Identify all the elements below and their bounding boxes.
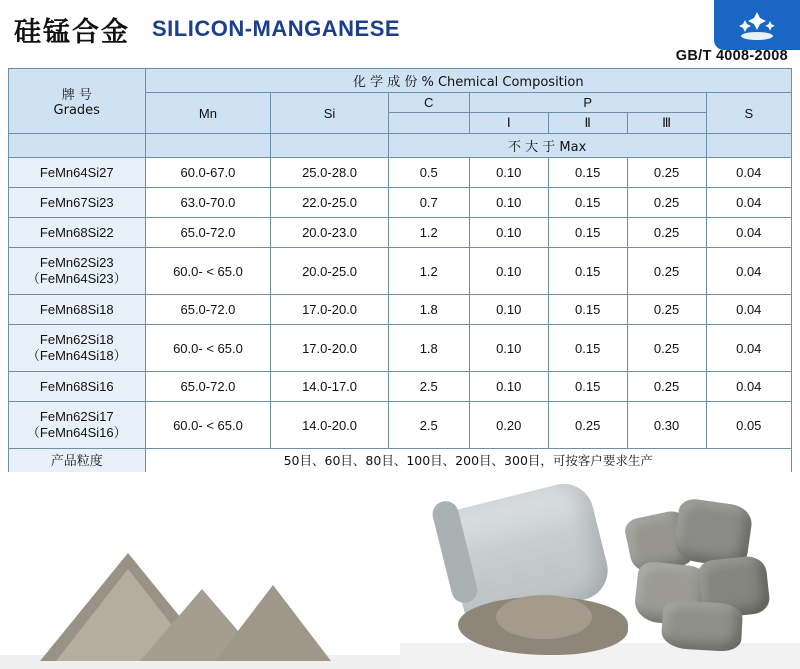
cell-p3: 0.25 (627, 188, 706, 218)
cell-si: 22.0-25.0 (271, 188, 388, 218)
cell-mn: 60.0- < 65.0 (145, 325, 271, 372)
cell-grade-primary: FeMn62Si18 (39, 331, 114, 347)
table-row (9, 188, 792, 218)
cell-grade: FeMn68Si18 (9, 295, 146, 325)
cell-s: 0.04 (706, 372, 791, 402)
cell-s: 0.04 (706, 158, 791, 188)
cell-si: 20.0-25.0 (271, 248, 388, 295)
col-header-mn-spacer (145, 134, 271, 158)
col-header-p3: Ⅲ (627, 113, 706, 134)
cell-c: 1.2 (388, 218, 469, 248)
table-row (9, 218, 792, 248)
cell-si: 17.0-20.0 (271, 295, 388, 325)
cell-c: 1.8 (388, 325, 469, 372)
company-logo (714, 0, 800, 50)
col-header-s: S (706, 93, 791, 134)
cell-mn: 60.0- < 65.0 (145, 248, 271, 295)
cell-p2: 0.15 (548, 218, 627, 248)
col-header-grades-en: Grades (53, 103, 100, 118)
cell-p2: 0.15 (548, 158, 627, 188)
cell-s: 0.04 (706, 218, 791, 248)
cell-p2: 0.25 (548, 402, 627, 449)
cell-c: 2.5 (388, 402, 469, 449)
cell-mn: 65.0-72.0 (145, 218, 271, 248)
cell-p3: 0.25 (627, 218, 706, 248)
col-header-p2: Ⅱ (548, 113, 627, 134)
table-row (9, 402, 792, 449)
table-head (9, 69, 792, 158)
cell-mn: 65.0-72.0 (145, 295, 271, 325)
table-row (9, 295, 792, 325)
col-header-spacer (9, 134, 146, 158)
alloy-lump (661, 600, 743, 652)
jar-and-lumps-photo (400, 472, 800, 669)
col-header-grades-cn: 牌 号 (61, 88, 92, 103)
page-title-en: SILICON-MANGANESE (152, 16, 401, 41)
cell-p2: 0.15 (548, 295, 627, 325)
table-row (9, 372, 792, 402)
cell-si: 25.0-28.0 (271, 158, 388, 188)
cell-p1: 0.10 (469, 325, 548, 372)
col-header-composition: 化 学 成 份 % Chemical Composition (145, 69, 791, 93)
cell-mn: 60.0-67.0 (145, 158, 271, 188)
chemical-composition-table (8, 68, 792, 495)
particle-size-label-cn: 产品粒度 (50, 454, 103, 470)
cell-c: 0.7 (388, 188, 469, 218)
cell-p2: 0.15 (548, 188, 627, 218)
powder-piles-photo (0, 472, 400, 669)
cell-grade (9, 325, 146, 372)
page-title-cn: 硅锰合金 (14, 16, 130, 48)
cell-p2: 0.15 (548, 248, 627, 295)
cell-mn: 65.0-72.0 (145, 372, 271, 402)
cell-p3: 0.25 (627, 158, 706, 188)
cell-grade: FeMn64Si27 (9, 158, 146, 188)
col-header-si: Si (271, 93, 388, 134)
standard-code: GB/T 4008-2008 (675, 48, 788, 64)
col-header-c: C (388, 93, 469, 113)
cell-grade-alt: （FeMn64Si18） (26, 347, 127, 363)
cell-grade (9, 402, 146, 449)
cell-p3: 0.25 (627, 248, 706, 295)
cell-p1: 0.10 (469, 218, 548, 248)
cell-p3: 0.25 (627, 295, 706, 325)
cell-p1: 0.10 (469, 295, 548, 325)
cell-mn: 60.0- < 65.0 (145, 402, 271, 449)
col-header-si-spacer (271, 134, 388, 158)
col-header-grades (9, 69, 146, 134)
col-header-s-spacer (706, 134, 791, 158)
cell-grade-alt: （FeMn64Si16） (26, 424, 127, 440)
cell-p1: 0.10 (469, 158, 548, 188)
cell-grade: FeMn68Si16 (9, 372, 146, 402)
col-header-mn: Mn (145, 93, 271, 134)
cell-c: 0.5 (388, 158, 469, 188)
cell-p3: 0.25 (627, 372, 706, 402)
cell-s: 0.05 (706, 402, 791, 449)
cell-c: 1.2 (388, 248, 469, 295)
cell-mn: 63.0-70.0 (145, 188, 271, 218)
table-row (9, 325, 792, 372)
cell-p1: 0.10 (469, 188, 548, 218)
cell-grade-alt: （FeMn64Si23） (26, 270, 127, 286)
page-header (0, 0, 800, 64)
cell-p1: 0.10 (469, 248, 548, 295)
cell-c: 1.8 (388, 295, 469, 325)
cell-p3: 0.30 (627, 402, 706, 449)
cell-si: 20.0-23.0 (271, 218, 388, 248)
table-row (9, 158, 792, 188)
cell-p1: 0.10 (469, 372, 548, 402)
cell-p1: 0.20 (469, 402, 548, 449)
cell-si: 14.0-17.0 (271, 372, 388, 402)
cell-grade (9, 248, 146, 295)
spilled-powder-highlight (496, 595, 592, 639)
cell-s: 0.04 (706, 248, 791, 295)
particle-size-value-cn: 50目、60目、80目、100目、200目、300目，可按客户要求生产 (283, 453, 653, 468)
col-header-p1: Ⅰ (469, 113, 548, 134)
cell-p3: 0.25 (627, 325, 706, 372)
cell-c: 2.5 (388, 372, 469, 402)
cell-grade-primary: FeMn62Si23 (39, 254, 114, 270)
sparkle-logo-icon (731, 9, 783, 41)
powder-pile-right (215, 585, 331, 661)
col-header-c-sub (388, 113, 469, 134)
product-photo-strip (0, 472, 800, 669)
cell-grade: FeMn67Si23 (9, 188, 146, 218)
cell-p2: 0.15 (548, 372, 627, 402)
cell-grade-primary: FeMn62Si17 (39, 408, 114, 424)
col-header-p: P (469, 93, 706, 113)
cell-si: 14.0-20.0 (271, 402, 388, 449)
table-body (9, 158, 792, 495)
cell-p2: 0.15 (548, 325, 627, 372)
cell-s: 0.04 (706, 325, 791, 372)
table-row (9, 248, 792, 295)
cell-s: 0.04 (706, 188, 791, 218)
cell-s: 0.04 (706, 295, 791, 325)
cell-si: 17.0-20.0 (271, 325, 388, 372)
cell-grade: FeMn68Si22 (9, 218, 146, 248)
col-header-max: 不 大 于 Max (388, 134, 706, 158)
